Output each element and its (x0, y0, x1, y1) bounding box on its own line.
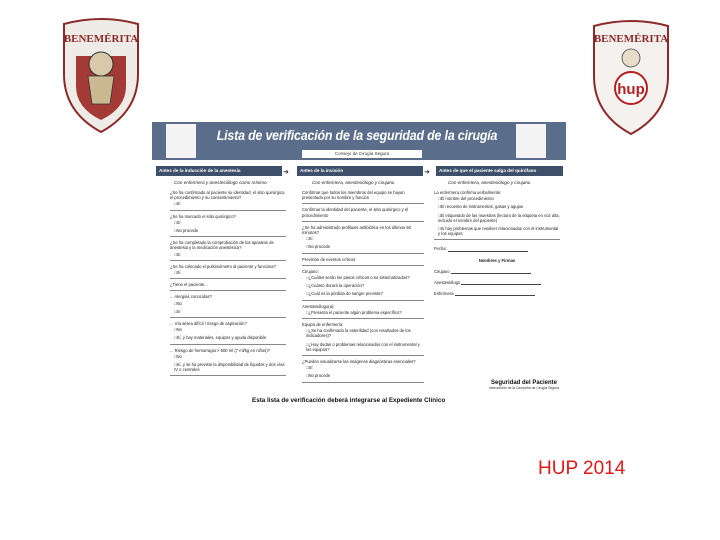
divider (302, 318, 424, 319)
divider (170, 344, 286, 345)
checklist-option[interactable]: □ Sí, y hay materiales, equipos y ayuda disponible (174, 335, 286, 340)
university-seal-left (58, 16, 144, 134)
divider (170, 210, 286, 211)
column-header-before-leaving: Antes de que el paciente salga del quirófano (436, 166, 563, 176)
checklist-column-1 (170, 190, 286, 379)
divider (170, 290, 286, 291)
divider (302, 253, 424, 254)
checklist-option[interactable]: □ No (174, 327, 286, 332)
checklist-option[interactable]: □ ¿Cuánto durará la operación? (306, 283, 424, 288)
divider (170, 317, 286, 318)
checklist-question: ¿Se ha marcado el sitio quirúrgico? (170, 213, 236, 219)
checklist-option[interactable]: □ El etiquetado de las muestras (lectura de la etiqueta en voz alta, incluido el nombre del paciente) (438, 213, 560, 223)
svg-text:BENEMÉRITA: BENEMÉRITA (593, 33, 669, 45)
divider (302, 265, 424, 266)
checklist-option[interactable]: □ Sí (174, 201, 286, 206)
checklist-question: ... Alergias conocidas? (170, 294, 212, 300)
nurse-field: Enfermera (434, 291, 560, 296)
checklist-question: Cirujano: (302, 268, 319, 274)
checklist-option[interactable]: □ El nombre del procedimiento (438, 196, 560, 201)
checklist-option[interactable]: □ Sí (174, 309, 286, 314)
checklist-question: Previsión de eventos críticos (302, 256, 356, 262)
divider (302, 382, 424, 383)
divider (170, 375, 286, 376)
checklist-option[interactable]: □ Sí (174, 270, 286, 275)
caption-hup-2014: HUP 2014 (538, 458, 626, 479)
checklist-question: ¿Se ha colocado el pulsioxímetro al paciente y funciona? (170, 263, 276, 269)
column-by-line: Con enfermera, anestesiólogo y cirujano (312, 180, 395, 185)
document-footer: Esta lista de verificación deberá integrarse al Expediente Clínico (252, 397, 446, 404)
divider (170, 260, 286, 261)
checklist-question: La enfermera confirma verbalmente: (434, 190, 502, 195)
column-by-line: Con enfermera, anestesiólogo y cirujano (448, 180, 531, 185)
checklist-option[interactable]: □ ¿Se ha confirmado la esterilidad (con resultados de los indicadores)? (306, 328, 424, 338)
divider (302, 355, 424, 356)
checklist-option[interactable]: □ No procede (306, 244, 424, 249)
document-subtitle: Consejo de Cirugía Segura (302, 150, 422, 158)
safety-checklist-document (152, 122, 566, 414)
divider (170, 278, 286, 279)
anesthesiologist-field: Anestesiólogo (434, 280, 560, 285)
surgeon-field: Cirujano (434, 269, 560, 274)
checklist-option[interactable]: □ Si hay problemas que resolver relacionados con el instrumental y los equipos (438, 226, 560, 236)
divider (170, 236, 286, 237)
checklist-option[interactable]: □ ¿Cuáles serán los pasos críticos o no sistematizados? (306, 275, 424, 280)
checklist-question: ¿Se ha confirmado al paciente su identidad, el sitio quirúrgico, el procedimiento y su consentimiento? (170, 190, 286, 201)
checklist-option[interactable]: □ ¿Presenta el paciente algún problema específico? (306, 310, 424, 315)
divider (302, 203, 424, 204)
date-field: Fecha: (434, 246, 560, 251)
checklist-option[interactable]: □ Sí, y se ha previsto la disponibilidad de líquidos y dos vías IV o centrales (174, 362, 286, 372)
checklist-question: ... Vía aérea difícil / riesgo de aspiración? (170, 321, 247, 327)
checklist-option[interactable]: □ No (174, 354, 286, 359)
document-header (152, 122, 566, 160)
brand-title: Seguridad del Paciente (490, 380, 558, 386)
checklist-option[interactable]: □ Sí (306, 236, 424, 241)
checklist-option[interactable]: □ Sí (174, 252, 286, 257)
hup-mark: hup (617, 81, 645, 98)
checklist-question: ¿Pueden visualizarse las imágenes diagnósticas esenciales? (302, 359, 416, 365)
checklist-question: Confirmar la identidad del paciente, el sitio quirúrgico y el procedimiento (302, 207, 409, 218)
divider (302, 300, 424, 301)
divider (302, 221, 424, 222)
arrow-icon: ➜ (283, 169, 289, 176)
checklist-column-3 (434, 190, 560, 298)
column-by-line: Con enfermera y anestesiólogo como mínimo (174, 180, 267, 185)
patient-safety-brand (484, 380, 564, 390)
divider (434, 239, 560, 240)
checklist-option[interactable]: □ No procede (306, 373, 424, 378)
checklist-option[interactable]: □ Sí (306, 365, 424, 370)
checklist-question: Confirmar que todos los miembros del equipo se hayan presentado por su nombre y función (302, 190, 405, 201)
checklist-column-2 (302, 190, 424, 386)
checklist-option[interactable]: □ ¿Cuál es la pérdida de sangre prevista? (306, 291, 424, 296)
checklist-option[interactable]: □ No procede (174, 228, 286, 233)
column-header-before-incision: Antes de la incisión (297, 166, 423, 176)
checklist-question: Anestesiólogo(a): (302, 303, 335, 309)
document-title: Lista de verificación de la seguridad de la cirugía (216, 128, 498, 143)
university-seal-right (588, 18, 674, 136)
header-logo-left (166, 124, 196, 158)
checklist-question: ¿Se ha administrado profilaxis antibiótica en los últimos 60 minutos? (302, 224, 411, 236)
svg-text:BENEMÉRITA: BENEMÉRITA (63, 33, 139, 45)
checklist-option[interactable]: □ No (174, 301, 286, 306)
column-header-before-anesthesia: Antes de la inducción de la anestesia (156, 166, 282, 176)
checklist-option[interactable]: □ El recuento de instrumentos, gasas y agujas (438, 204, 560, 209)
brand-subtitle: Instrumento de la Campaña de Cirugía Segura (488, 386, 560, 390)
arrow-icon: ➜ (424, 169, 430, 176)
checklist-question: Equipo de enfermería: (302, 322, 344, 328)
checklist-option[interactable]: □ ¿Hay dudas o problemas relacionados con el instrumental y los equipos? (306, 342, 424, 352)
checklist-question: ¿Se ha completado la comprobación de los aparatos de anestesia y la medicación anestésica? (170, 240, 274, 251)
checklist-option[interactable]: □ Sí (174, 220, 286, 225)
header-logo-right (516, 124, 546, 158)
checklist-question: ¿Tiene el paciente... (170, 282, 208, 288)
names-signatures-title: Nombres y Firmas (478, 257, 516, 263)
checklist-question: ... Riesgo de hemorragia > 500 ml (7 ml/kg en niños)? (170, 347, 270, 353)
